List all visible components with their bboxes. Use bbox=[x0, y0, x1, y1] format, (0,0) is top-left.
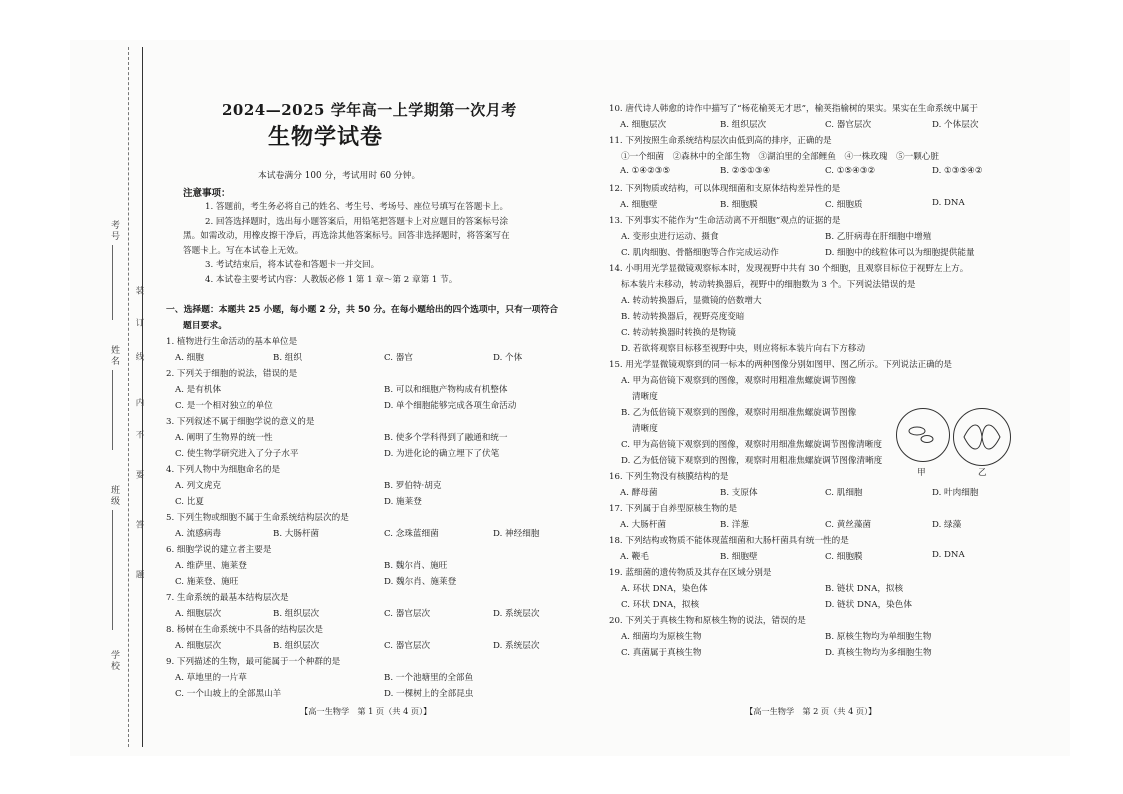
question-option: A. 草地里的一片草 bbox=[175, 673, 247, 683]
question-option: B. 支原体 bbox=[720, 488, 758, 498]
question-option: C. 肌细胞 bbox=[825, 488, 863, 498]
question-option: C. 黄丝藻菌 bbox=[825, 520, 872, 530]
question-stem: 17. 下列属于自养型原核生物的是 bbox=[609, 504, 738, 514]
seal-char: 答 bbox=[134, 520, 144, 529]
question-option: 清晰度 bbox=[632, 392, 658, 402]
question-stem: 2. 下列关于细胞的说法，错误的是 bbox=[166, 369, 298, 379]
question-stem: 15. 用光学显微镜观察到的同一标本的两种图像分别如图甲、图乙所示。下列说法正确的是 bbox=[609, 360, 952, 370]
question-option: D. DNA bbox=[932, 198, 965, 208]
seal-char: 要 bbox=[134, 470, 144, 479]
question-option: A. 细胞层次 bbox=[175, 609, 222, 619]
seal-char: 订 bbox=[134, 318, 144, 327]
question-option: D. 个体层次 bbox=[932, 120, 979, 130]
question-option: A. 细胞层次 bbox=[175, 641, 222, 651]
question-option: D. 单个细胞能够完成各项生命活动 bbox=[384, 401, 517, 411]
question-option: D. 施莱登 bbox=[384, 497, 422, 507]
question-option: C. 器官层次 bbox=[384, 609, 431, 619]
question-stem: 6. 细胞学说的建立者主要是 bbox=[166, 545, 272, 555]
question-option: B. 细胞壁 bbox=[720, 552, 758, 562]
name-field[interactable] bbox=[112, 370, 113, 450]
question-stem: 5. 下列生物或细胞不属于生命系统结构层次的是 bbox=[166, 513, 349, 523]
question-option: A. 是有机体 bbox=[175, 385, 222, 395]
question-option: B. 洋葱 bbox=[720, 520, 749, 530]
question-option: B. 组织层次 bbox=[720, 120, 767, 130]
question-stem: 13. 下列事实不能作为“生命活动离不开细胞”观点的证据的是 bbox=[609, 216, 841, 226]
question-option: A. 列文虎克 bbox=[175, 481, 222, 491]
note-line: 黑。如需改动，用橡皮擦干净后，再选涂其他答案标号。回答非选择题时，将答案写在 bbox=[183, 231, 510, 241]
question-option: C. 真菌属于真核生物 bbox=[621, 648, 702, 658]
note-line: 1. 答题前，考生务必将自己的姓名、考生号、考场号、座位号填写在答题卡上。 bbox=[205, 202, 509, 212]
question-option: B. 乙为低倍镜下观察到的图像，观察时用细准焦螺旋调节图像 bbox=[621, 408, 857, 418]
seal-char: 内 bbox=[134, 398, 144, 407]
question-option: D. 系统层次 bbox=[493, 609, 540, 619]
question-option: A. 流感病毒 bbox=[175, 529, 222, 539]
note-line: 3. 考试结束后，将本试卷和答题卡一并交回。 bbox=[205, 260, 380, 270]
question-option: A. 细胞 bbox=[175, 353, 204, 363]
question-option: C. 器官 bbox=[384, 353, 413, 363]
question-stem: 1. 植物进行生命活动的基本单位是 bbox=[166, 337, 298, 347]
question-option: B. 魏尔肖、施旺 bbox=[384, 561, 448, 571]
question-stem: 8. 杨树在生命系统中不具备的结构层次是 bbox=[166, 625, 324, 635]
question-option: A. 细菌均为原核生物 bbox=[621, 632, 702, 642]
question-option: D. 真核生物均为多细胞生物 bbox=[825, 648, 932, 658]
question-option: B. 细胞膜 bbox=[720, 200, 758, 210]
question-option: C. 环状 DNA，拟核 bbox=[621, 600, 700, 610]
question-option: B. 一个池塘里的全部鱼 bbox=[384, 673, 474, 683]
class-field[interactable] bbox=[112, 510, 113, 630]
question-option: C. 施莱登、施旺 bbox=[175, 577, 239, 587]
section1-heading-cont: 题目要求。 bbox=[183, 321, 227, 331]
question-option: D. 系统层次 bbox=[493, 641, 540, 651]
question-option: A. 细胞层次 bbox=[620, 120, 667, 130]
question-option: B. 乙肝病毒在肝细胞中增殖 bbox=[825, 232, 932, 242]
question-option: D. 细胞中的线粒体可以为细胞提供能量 bbox=[825, 248, 975, 258]
school-label: 学校 bbox=[109, 650, 119, 672]
question-option: A. 鞭毛 bbox=[620, 552, 649, 562]
question-stem: 19. 蓝细菌的遗传物质及其存在区域分别是 bbox=[609, 568, 772, 578]
question-stem: 10. 唐代诗人韩愈的诗作中描写了“杨花榆荚无才思”，榆荚指榆树的果实。果实在生命系统中属于 bbox=[609, 104, 978, 114]
question-stem: 11. 下列按照生命系统结构层次由低到高的排序，正确的是 bbox=[609, 136, 832, 146]
question-option: B. 组织层次 bbox=[273, 641, 320, 651]
question-option: D. ①③⑤④② bbox=[932, 166, 983, 176]
question-option: A. 变形虫进行运动、摄食 bbox=[621, 232, 719, 242]
seal-char: 不 bbox=[134, 430, 144, 439]
note-line: 4. 本试卷主要考试内容：人教版必修 1 第 1 章～第 2 章第 1 节。 bbox=[205, 274, 458, 285]
question-option: C. 比夏 bbox=[175, 497, 204, 507]
question-option: D. 链状 DNA，染色体 bbox=[825, 600, 912, 610]
binding-solid-line bbox=[142, 47, 143, 747]
question-stem: 12. 下列物质或结构，可以体现细菌和支原体结构差异性的是 bbox=[609, 184, 841, 194]
question-option: C. 念珠蓝细菌 bbox=[384, 529, 439, 539]
question-option: B. 转动转换器后，视野亮度变暗 bbox=[621, 312, 745, 322]
question-sub: 标本装片未移动，转动转换器后，视野中的细胞数为 3 个。下列说法错误的是 bbox=[621, 280, 916, 290]
question-option: C. 器官层次 bbox=[825, 120, 872, 130]
question-option: B. ②⑤①③④ bbox=[720, 166, 771, 176]
question-option: D. 为进化论的确立埋下了伏笔 bbox=[384, 449, 500, 459]
question-option: B. 组织层次 bbox=[273, 609, 320, 619]
question-stem: 3. 下列叙述不属于细胞学说的意义的是 bbox=[166, 417, 315, 427]
question-option: D. 神经细胞 bbox=[493, 529, 540, 539]
question-option: C. 一个山坡上的全部黑山羊 bbox=[175, 689, 282, 699]
question-option: C. 使生物学研究进入了分子水平 bbox=[175, 449, 299, 459]
cell-jia-svg bbox=[897, 409, 949, 461]
question-option: D. 魏尔肖、施莱登 bbox=[384, 577, 457, 587]
question-stem: 20. 下列关于真核生物和原核生物的说法，错误的是 bbox=[609, 616, 806, 626]
question-option: A. ①④②③⑤ bbox=[620, 166, 671, 176]
note-line: 答题卡上。写在本试卷上无效。 bbox=[183, 245, 304, 256]
question-option: B. 大肠杆菌 bbox=[273, 529, 320, 539]
question-option: C. 是一个相对独立的单位 bbox=[175, 401, 273, 411]
question-stem: 7. 生命系统的最基本结构层次是 bbox=[166, 593, 289, 603]
question-option: D. 个体 bbox=[493, 353, 523, 363]
question-option: B. 链状 DNA，拟核 bbox=[825, 584, 904, 594]
question-option: 清晰度 bbox=[632, 424, 658, 434]
section1-heading: 一、选择题：本题共 25 小题，每小题 2 分，共 50 分。在每小题给出的四个选项中，只有一项符合 bbox=[166, 305, 559, 315]
cell-yi-svg bbox=[954, 409, 1010, 465]
question-option: C. 细胞膜 bbox=[825, 552, 863, 562]
fig-label-jia: 甲 bbox=[917, 468, 926, 478]
question-stem: 4. 下列人物中为细胞命名的是 bbox=[166, 465, 281, 475]
cell-figure-jia bbox=[896, 408, 950, 462]
question-option: C. 器官层次 bbox=[384, 641, 431, 651]
binding-dashed-line bbox=[128, 47, 129, 747]
seal-char: 装 bbox=[134, 286, 144, 295]
question-option: A. 阐明了生物界的统一性 bbox=[175, 433, 273, 443]
question-option: B. 组织 bbox=[273, 353, 302, 363]
question-option: A. 转动转换器后，显微镜的倍数增大 bbox=[621, 296, 762, 306]
cell-figure-yi bbox=[953, 408, 1011, 466]
question-option: C. 甲为高倍镜下观察到的图像，观察时用细准焦螺旋调节图像清晰度 bbox=[621, 440, 882, 450]
question-option: A. 环状 DNA，染色体 bbox=[621, 584, 708, 594]
question-option: D. 若欲将观察目标移至视野中央，则应将标本装片向右下方移动 bbox=[621, 344, 866, 354]
question-sub: ①一个细菌 ②森林中的全部生物 ③湖泊里的全部鲤鱼 ④一株玫瑰 ⑤一颗心脏 bbox=[621, 152, 939, 162]
name-label: 姓名 bbox=[109, 345, 119, 367]
question-option: D. 乙为低倍镜下观察到的图像，观察时用粗准焦螺旋调节图像清晰度 bbox=[621, 456, 883, 466]
question-stem: 16. 下列生物没有核膜结构的是 bbox=[609, 472, 729, 482]
question-option: A. 甲为高倍镜下观察到的图像，观察时用粗准焦螺旋调节图像 bbox=[621, 376, 857, 386]
question-option: C. 转动转换器时转换的是物镜 bbox=[621, 328, 736, 338]
fig-label-yi: 乙 bbox=[978, 468, 987, 478]
question-option: B. 罗伯特·胡克 bbox=[384, 481, 442, 491]
question-option: D. DNA bbox=[932, 550, 965, 560]
exam-meta: 本试卷满分 100 分，考试用时 60 分钟。 bbox=[258, 171, 421, 181]
question-stem: 9. 下列描述的生物，最可能属于一个种群的是 bbox=[166, 657, 341, 667]
question-option: B. 原核生物均为单细胞生物 bbox=[825, 632, 932, 642]
exam-no-field[interactable] bbox=[112, 245, 113, 320]
question-option: C. 肌肉细胞、骨骼细胞等合作完成运动作 bbox=[621, 248, 779, 258]
footer-left: 【高一生物学 第 1 页（共 4 页）】 bbox=[300, 706, 432, 716]
question-option: B. 可以和细胞产物构成有机整体 bbox=[384, 385, 508, 395]
question-stem: 18. 下列结构或物质不能体现蓝细菌和大肠杆菌具有统一性的是 bbox=[609, 536, 849, 546]
question-option: B. 使多个学科得到了融通和统一 bbox=[384, 433, 508, 443]
question-option: A. 大肠杆菌 bbox=[620, 520, 667, 530]
question-option: C. 细胞质 bbox=[825, 200, 863, 210]
question-option: D. 绿藻 bbox=[932, 520, 962, 530]
footer-right: 【高一生物学 第 2 页（共 4 页）】 bbox=[745, 706, 877, 716]
question-option: A. 维萨里、施莱登 bbox=[175, 561, 247, 571]
exam-no-label: 考号 bbox=[109, 220, 119, 242]
exam-title: 2024—2025 学年高一上学期第一次月考 bbox=[222, 101, 517, 119]
class-label: 班级 bbox=[109, 485, 119, 507]
seal-char: 线 bbox=[134, 352, 144, 361]
question-option: D. 叶肉细胞 bbox=[932, 488, 979, 498]
notes-heading: 注意事项： bbox=[183, 188, 231, 199]
question-stem: 14. 小明用光学显微镜观察标本时，发现视野中共有 30 个细胞，且观察目标位于视野左上方。 bbox=[609, 264, 969, 274]
seal-char: 题 bbox=[134, 570, 144, 579]
question-option: A. 酵母菌 bbox=[620, 488, 658, 498]
note-line: 2. 回答选择题时，选出每小题答案后，用铅笔把答题卡上对应题目的答案标号涂 bbox=[205, 216, 509, 227]
question-option: A. 细胞壁 bbox=[620, 200, 658, 210]
question-option: C. ①⑤④③② bbox=[825, 166, 876, 176]
subject-title: 生物学试卷 bbox=[268, 124, 384, 150]
question-option: D. 一棵树上的全部昆虫 bbox=[384, 689, 474, 699]
